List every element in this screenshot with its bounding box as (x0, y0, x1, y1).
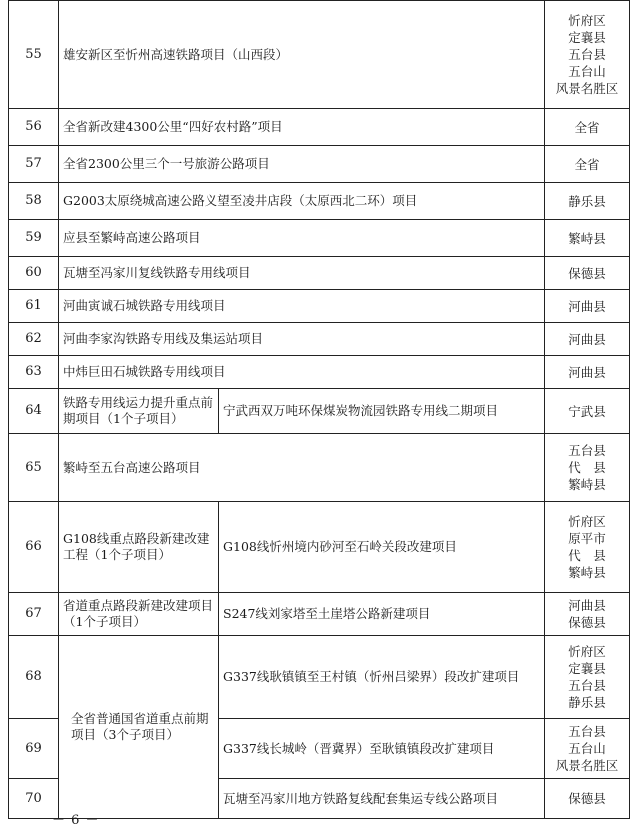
region-line: 代 县 (568, 548, 606, 563)
row-number: 65 (9, 434, 59, 502)
region-line: 全省 (574, 156, 600, 172)
project-name-cell: 河曲寅诚石城铁路专用线项目 (59, 290, 545, 323)
page-number: － 6 － (52, 813, 100, 828)
region-cell (545, 719, 630, 779)
project-name-cell: 繁峙至五台高速公路项目 (59, 434, 545, 502)
region-cell (545, 323, 630, 356)
region-line: 五台县 (568, 443, 606, 458)
table-row (9, 593, 630, 636)
project-table (8, 0, 630, 819)
project-name-cell: 瓦塘至冯家川地方铁路复线配套集运专线公路项目 (219, 779, 545, 819)
project-name-cell: G337线长城岭（晋冀界）至耿镇镇段改扩建项目 (219, 719, 545, 779)
region-line: 原平市 (568, 531, 606, 546)
region-line: 繁峙县 (568, 477, 606, 492)
region-cell (545, 389, 630, 434)
row-number: 56 (9, 109, 59, 146)
region-line: 河曲县 (568, 598, 606, 613)
project-name-cell: G2003太原绕城高速公路义望至凌井店段（太原西北二环）项目 (59, 183, 545, 220)
row-number: 68 (9, 636, 59, 719)
region-line: 全省 (574, 119, 600, 135)
region-line: 静乐县 (568, 193, 606, 209)
table-row (9, 636, 630, 719)
region-line: 五台县 (568, 47, 606, 62)
region-line: 保德县 (568, 615, 606, 630)
region-cell (545, 593, 630, 636)
region-line: 保德县 (568, 265, 606, 281)
row-number: 58 (9, 183, 59, 220)
row-number: 69 (9, 719, 59, 779)
region-cell (545, 257, 630, 290)
table-row (9, 220, 630, 257)
region-cell (545, 183, 630, 220)
region-line: 河曲县 (568, 298, 606, 314)
project-name-cell: S247线刘家塔至土崖塔公路新建项目 (219, 593, 545, 636)
project-name-cell: 全省2300公里三个一号旅游公路项目 (59, 146, 545, 183)
region-cell (545, 146, 630, 183)
row-number: 64 (9, 389, 59, 434)
region-cell (545, 290, 630, 323)
row-number: 61 (9, 290, 59, 323)
table-row (9, 257, 630, 290)
row-number: 70 (9, 779, 59, 819)
region-cell (545, 220, 630, 257)
region-line: 河曲县 (568, 364, 606, 380)
row-number: 57 (9, 146, 59, 183)
region-line: 静乐县 (568, 695, 606, 710)
region-cell (545, 1, 630, 109)
region-cell (545, 109, 630, 146)
row-number: 62 (9, 323, 59, 356)
project-name-cell: 瓦塘至冯家川复线铁路专用线项目 (59, 257, 545, 290)
region-line: 忻府区 (568, 13, 606, 28)
region-line: 五台县 (568, 678, 606, 693)
group-name-cell: G108线重点路段新建改建工程（1个子项目） (59, 502, 219, 593)
row-number: 59 (9, 220, 59, 257)
row-number: 55 (9, 1, 59, 109)
region-line: 代 县 (568, 460, 606, 475)
region-line: 五台县 (568, 724, 606, 739)
region-line: 繁峙县 (568, 565, 606, 580)
table-row (9, 434, 630, 502)
group-name-cell: 全省普通国省道重点前期项目（3个子项目） (59, 636, 219, 819)
region-line: 五台山 (568, 741, 606, 756)
region-line: 五台山 (568, 64, 606, 79)
region-line: 定襄县 (568, 30, 606, 45)
region-cell (545, 356, 630, 389)
table-row (9, 109, 630, 146)
region-line: 河曲县 (568, 331, 606, 347)
project-name-cell: 雄安新区至忻州高速铁路项目（山西段） (59, 1, 545, 109)
table-row (9, 290, 630, 323)
row-number: 66 (9, 502, 59, 593)
region-line: 繁峙县 (568, 230, 606, 246)
project-name-cell: 应县至繁峙高速公路项目 (59, 220, 545, 257)
project-name-cell: G108线忻州境内砂河至石岭关段改建项目 (219, 502, 545, 593)
project-name-cell: 宁武西双万吨环保煤炭物流园铁路专用线二期项目 (219, 389, 545, 434)
region-cell (545, 502, 630, 593)
table-row (9, 389, 630, 434)
table-row (9, 1, 630, 109)
region-cell (545, 636, 630, 719)
region-line: 忻府区 (568, 514, 606, 529)
table-row (9, 146, 630, 183)
group-name-cell: 铁路专用线运力提升重点前期项目（1个子项目） (59, 389, 219, 434)
region-cell (545, 779, 630, 819)
row-number: 60 (9, 257, 59, 290)
project-name-cell: 河曲李家沟铁路专用线及集运站项目 (59, 323, 545, 356)
table-row (9, 323, 630, 356)
region-line: 风景名胜区 (555, 758, 619, 773)
row-number: 63 (9, 356, 59, 389)
region-line: 保德县 (568, 791, 606, 806)
region-line: 宁武县 (568, 403, 606, 419)
region-line: 定襄县 (568, 661, 606, 676)
region-line: 风景名胜区 (555, 81, 619, 96)
group-name-cell: 省道重点路段新建改建项目（1个子项目） (59, 593, 219, 636)
region-line: 忻府区 (568, 644, 606, 659)
table-row (9, 356, 630, 389)
project-name-cell: 中炜巨田石城铁路专用线项目 (59, 356, 545, 389)
table-row (9, 183, 630, 220)
project-name-cell: 全省新改建4300公里“四好农村路”项目 (59, 109, 545, 146)
region-cell (545, 434, 630, 502)
table-row (9, 502, 630, 593)
project-name-cell: G337线耿镇镇至王村镇（忻州吕梁界）段改扩建项目 (219, 636, 545, 719)
row-number: 67 (9, 593, 59, 636)
